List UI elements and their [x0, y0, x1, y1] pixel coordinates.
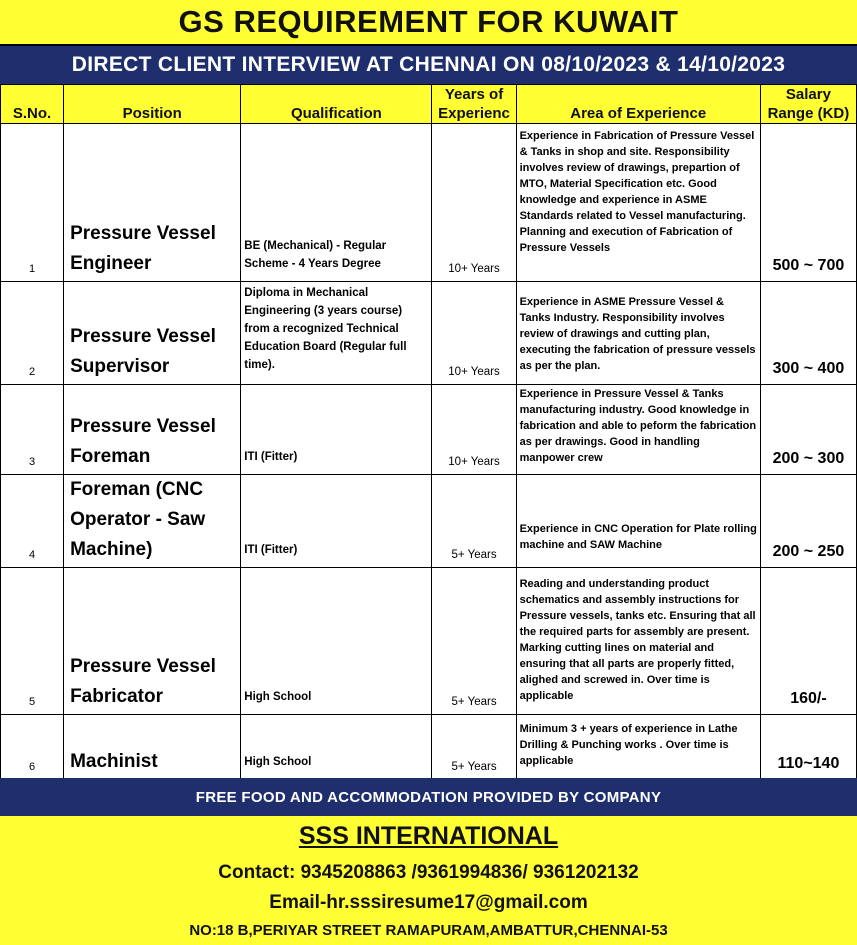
table-row [1, 385, 857, 475]
row-area: Reading and understanding product schematics and assembly instructions for Pressure vessels, tanks etc. Ensuring that all the required parts for assembly are present. Marking cutting lines on material and ensuring that all parts are properly fitted, alighed and screwed in. Over time is applicable [516, 568, 760, 715]
row-qualification: High School [241, 715, 432, 780]
row-area: Experience in Pressure Vessel & Tanks manufacturing industry. Good knowledge in fabrication and able to peform the fabrication as per drawings. Good in handling manpower crew [516, 385, 760, 475]
poster-title: GS REQUIREMENT FOR KUWAIT [0, 0, 857, 46]
header-salary [760, 85, 856, 124]
header-area: Area of Experience [516, 85, 760, 124]
row-salary: 110~140 [760, 715, 856, 780]
table-row [1, 282, 857, 385]
table-row [1, 475, 857, 568]
row-position: Machinist [64, 715, 241, 780]
row-salary: 200 ~ 250 [760, 475, 856, 568]
positions-table [0, 84, 857, 780]
row-salary: 500 ~ 700 [760, 124, 856, 282]
row-salary: 160/- [760, 568, 856, 715]
company-address: NO:18 B,PERIYAR STREET RAMAPURAM,AMBATTUR,CHENNAI-53 [189, 922, 668, 939]
row-years: 10+ Years [432, 282, 516, 385]
row-area: Experience in CNC Operation for Plate rolling machine and SAW Machine [516, 475, 760, 568]
row-position: Pressure Vessel Engineer [64, 124, 241, 282]
row-position: Pressure Vessel Fabricator [64, 568, 241, 715]
row-position: Pressure Vessel Supervisor [64, 282, 241, 385]
header-sno: S.No. [1, 85, 64, 124]
row-area: Minimum 3 + years of experience in Lathe Drilling & Punching works . Over time is applicable [516, 715, 760, 780]
row-years: 5+ Years [432, 568, 516, 715]
row-area: Experience in ASME Pressure Vessel & Tanks Industry. Responsibility involves review of drawings and cutting plan, executing the fabrication of pressure vessels as per the plan. [516, 282, 760, 385]
company-block [0, 816, 857, 945]
row-position: Pressure Vessel Foreman [64, 385, 241, 475]
table-header-row [1, 85, 857, 124]
row-sno: 3 [1, 385, 64, 475]
table-row [1, 568, 857, 715]
row-sno: 4 [1, 475, 64, 568]
interview-banner: DIRECT CLIENT INTERVIEW AT CHENNAI ON 08/10/2023 & 14/10/2023 [0, 46, 857, 84]
header-qualification: Qualification [241, 85, 432, 124]
row-years: 10+ Years [432, 385, 516, 475]
header-salary-line1: Salary [785, 86, 831, 103]
header-salary-line2: Range (KD) [767, 105, 850, 122]
row-position: Foreman (CNC Operator - Saw Machine) [64, 475, 241, 568]
row-qualification: ITI (Fitter) [241, 475, 432, 568]
header-years-line2: Experienc [438, 105, 510, 122]
header-position: Position [64, 85, 241, 124]
row-sno: 6 [1, 715, 64, 780]
header-years-line1: Years of [444, 86, 504, 103]
row-qualification: BE (Mechanical) - Regular Scheme - 4 Years Degree [241, 124, 432, 282]
row-area: Experience in Fabrication of Pressure Vessel & Tanks in shop and site. Responsibility involves review of drawings, prepartion of MTO, Material Specification etc. Good knowledge and experience in ASME Standards related to Vessel manufacturing. Planning and execution of Fabrication of Pressure Vessels [516, 124, 760, 282]
row-years: 10+ Years [432, 124, 516, 282]
row-sno: 5 [1, 568, 64, 715]
row-salary: 200 ~ 300 [760, 385, 856, 475]
header-years [432, 85, 516, 124]
row-sno: 2 [1, 282, 64, 385]
row-sno: 1 [1, 124, 64, 282]
table-row [1, 715, 857, 780]
company-name: SSS INTERNATIONAL [298, 822, 559, 850]
row-qualification: Diploma in Mechanical Engineering (3 years course) from a recognized Technical Education Board (Regular full time). [241, 282, 432, 385]
row-qualification: ITI (Fitter) [241, 385, 432, 475]
row-years: 5+ Years [432, 475, 516, 568]
row-qualification: High School [241, 568, 432, 715]
row-salary: 300 ~ 400 [760, 282, 856, 385]
company-email: Email-hr.sssiresume17@gmail.com [269, 892, 588, 913]
table-row [1, 124, 857, 282]
company-contact: Contact: 9345208863 /9361994836/ 9361202132 [218, 862, 639, 883]
benefits-banner: FREE FOOD AND ACCOMMODATION PROVIDED BY COMPANY [0, 778, 857, 816]
row-years: 5+ Years [432, 715, 516, 780]
